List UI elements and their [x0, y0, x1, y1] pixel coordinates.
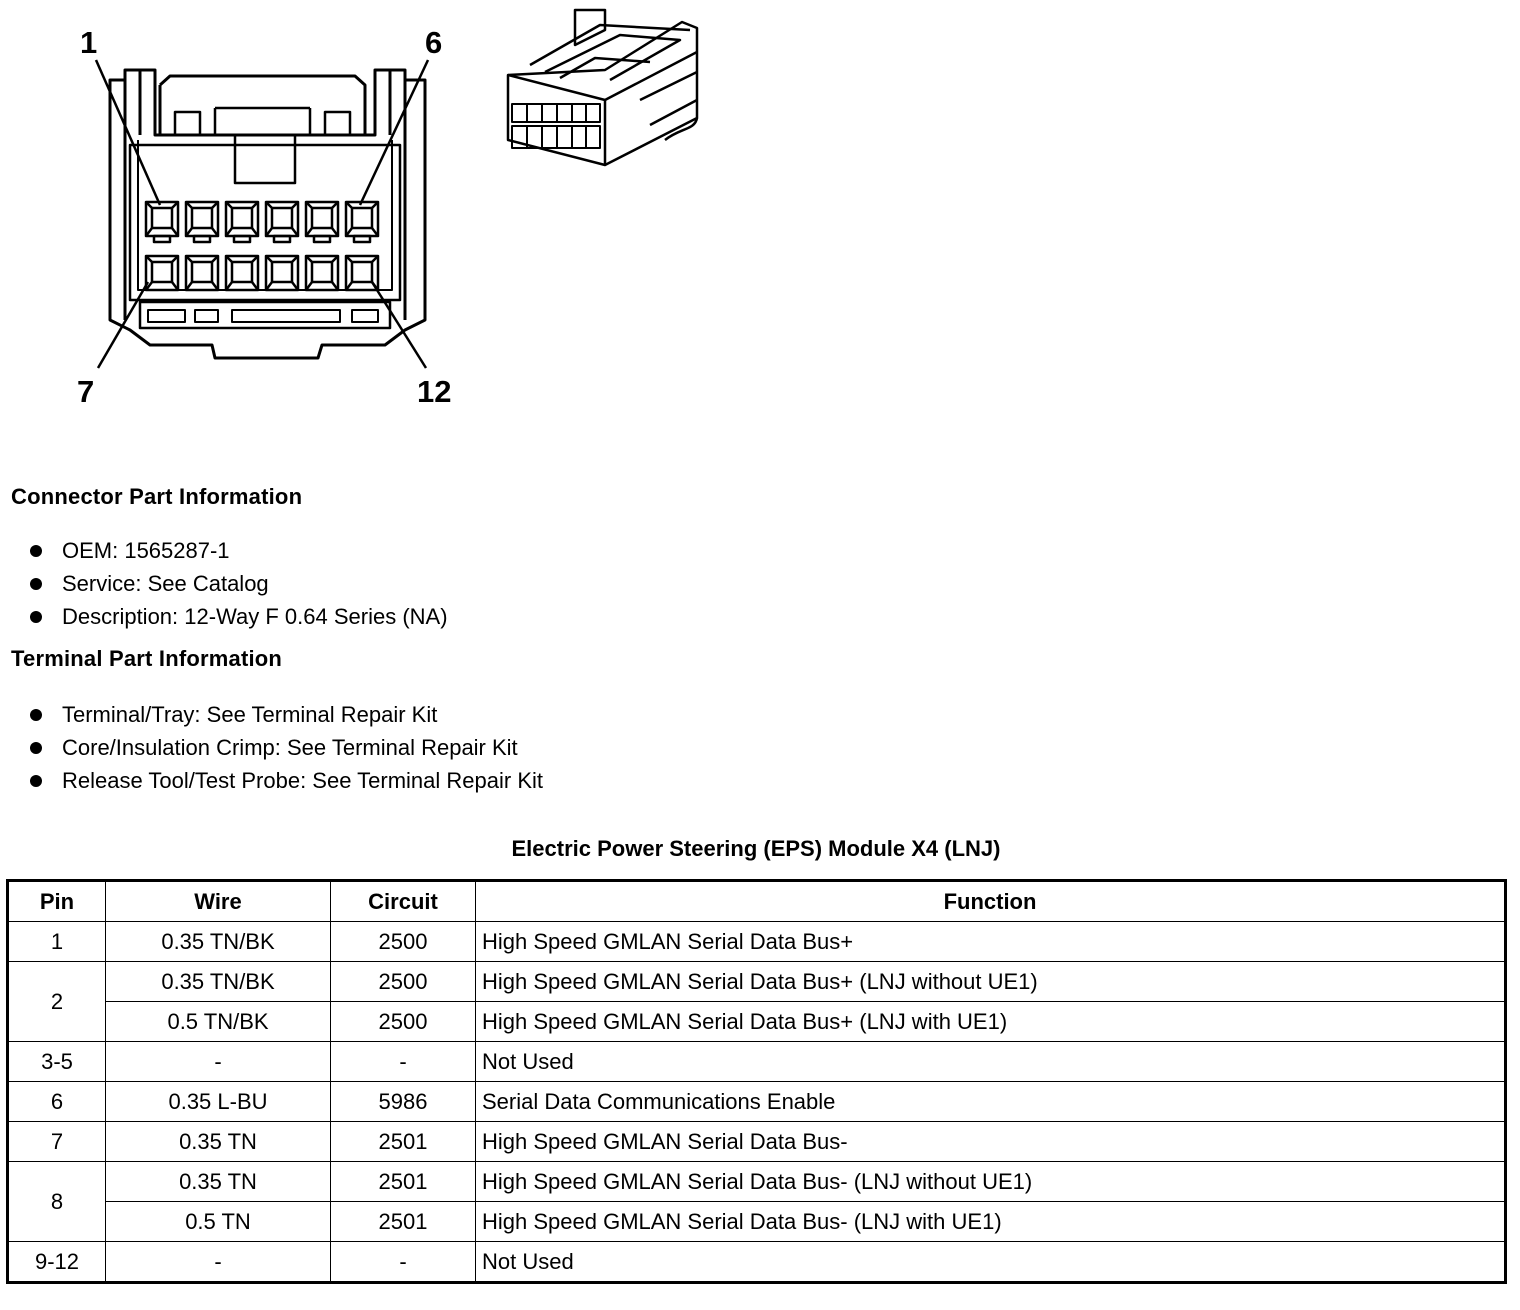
circuit-cell: - — [331, 1242, 476, 1283]
service-text: Service: See Catalog — [62, 571, 269, 596]
pin-cell: 1 — [8, 922, 106, 962]
wire-cell: 0.35 TN — [106, 1162, 331, 1202]
table-header-row — [8, 881, 1506, 922]
cavity-row-bottom — [146, 256, 378, 290]
table-row — [8, 922, 1506, 962]
description-text: Description: 12-Way F 0.64 Series (NA) — [62, 604, 448, 629]
function-cell: High Speed GMLAN Serial Data Bus- — [476, 1122, 1506, 1162]
pin-cell: 8 — [8, 1162, 106, 1242]
circuit-cell: 2501 — [331, 1122, 476, 1162]
wire-cell: 0.5 TN — [106, 1202, 331, 1242]
table-row — [8, 962, 1506, 1002]
pin-cell: 2 — [8, 962, 106, 1042]
connector-face-view — [96, 60, 428, 368]
table-row — [8, 1002, 1506, 1042]
table-row — [8, 1202, 1506, 1242]
function-cell: Not Used — [476, 1042, 1506, 1082]
pin-cell: 3-5 — [8, 1042, 106, 1082]
table-row — [8, 1122, 1506, 1162]
wire-cell: 0.35 TN/BK — [106, 962, 331, 1002]
circuit-cell: 2501 — [331, 1162, 476, 1202]
circuit-cell: - — [331, 1042, 476, 1082]
connector-isometric-view — [508, 10, 697, 165]
bullet-icon — [30, 709, 42, 721]
circuit-cell: 5986 — [331, 1082, 476, 1122]
crimp-text: Core/Insulation Crimp: See Terminal Repair Kit — [62, 735, 518, 760]
cavity-row-top — [146, 202, 378, 242]
table-row — [8, 1082, 1506, 1122]
release-tool-text: Release Tool/Test Probe: See Terminal Repair Kit — [62, 768, 543, 793]
header-wire: Wire — [106, 881, 331, 922]
function-cell: High Speed GMLAN Serial Data Bus+ — [476, 922, 1506, 962]
table-row — [8, 1162, 1506, 1202]
wire-cell: 0.5 TN/BK — [106, 1002, 331, 1042]
pin-label-6: 6 — [425, 25, 443, 60]
oem-text: OEM: 1565287-1 — [62, 538, 230, 563]
list-item — [30, 698, 543, 731]
list-item — [30, 600, 448, 633]
table-row — [8, 1242, 1506, 1283]
pin-label-7: 7 — [77, 374, 95, 409]
function-cell: Serial Data Communications Enable — [476, 1082, 1506, 1122]
function-cell: High Speed GMLAN Serial Data Bus- (LNJ with UE1) — [476, 1202, 1506, 1242]
connector-info-list — [30, 534, 448, 633]
pin-cell: 6 — [8, 1082, 106, 1122]
wire-cell: 0.35 TN — [106, 1122, 331, 1162]
leader-line-pin-6 — [360, 60, 428, 205]
pin-label-1: 1 — [80, 25, 98, 60]
table-title: Electric Power Steering (EPS) Module X4 (LNJ) — [511, 836, 1001, 861]
terminal-info-list — [30, 698, 543, 797]
list-item — [30, 534, 448, 567]
list-item — [30, 731, 543, 764]
header-circuit: Circuit — [331, 881, 476, 922]
circuit-cell: 2500 — [331, 962, 476, 1002]
function-cell: Not Used — [476, 1242, 1506, 1283]
wire-cell: - — [106, 1242, 331, 1283]
circuit-cell: 2501 — [331, 1202, 476, 1242]
terminal-info-heading: Terminal Part Information — [11, 646, 283, 671]
wire-cell: 0.35 L-BU — [106, 1082, 331, 1122]
pin-cell: 9-12 — [8, 1242, 106, 1283]
bullet-icon — [30, 578, 42, 590]
header-function: Function — [476, 881, 1506, 922]
pinout-table — [6, 879, 1507, 1284]
table-row — [8, 1042, 1506, 1082]
circuit-cell: 2500 — [331, 1002, 476, 1042]
bullet-icon — [30, 611, 42, 623]
bullet-icon — [30, 742, 42, 754]
circuit-cell: 2500 — [331, 922, 476, 962]
bullet-icon — [30, 545, 42, 557]
function-cell: High Speed GMLAN Serial Data Bus+ (LNJ without UE1) — [476, 962, 1506, 1002]
terminal-tray-text: Terminal/Tray: See Terminal Repair Kit — [62, 702, 438, 727]
pin-label-12: 12 — [417, 374, 452, 409]
function-cell: High Speed GMLAN Serial Data Bus- (LNJ without UE1) — [476, 1162, 1506, 1202]
pin-cell: 7 — [8, 1122, 106, 1162]
header-pin: Pin — [8, 881, 106, 922]
bullet-icon — [30, 775, 42, 787]
wire-cell: 0.35 TN/BK — [106, 922, 331, 962]
list-item — [30, 567, 448, 600]
connector-diagram — [0, 0, 720, 420]
list-item — [30, 764, 543, 797]
leader-line-pin-1 — [96, 60, 160, 205]
connector-info-heading: Connector Part Information — [11, 484, 303, 509]
wire-cell: - — [106, 1042, 331, 1082]
function-cell: High Speed GMLAN Serial Data Bus+ (LNJ with UE1) — [476, 1002, 1506, 1042]
